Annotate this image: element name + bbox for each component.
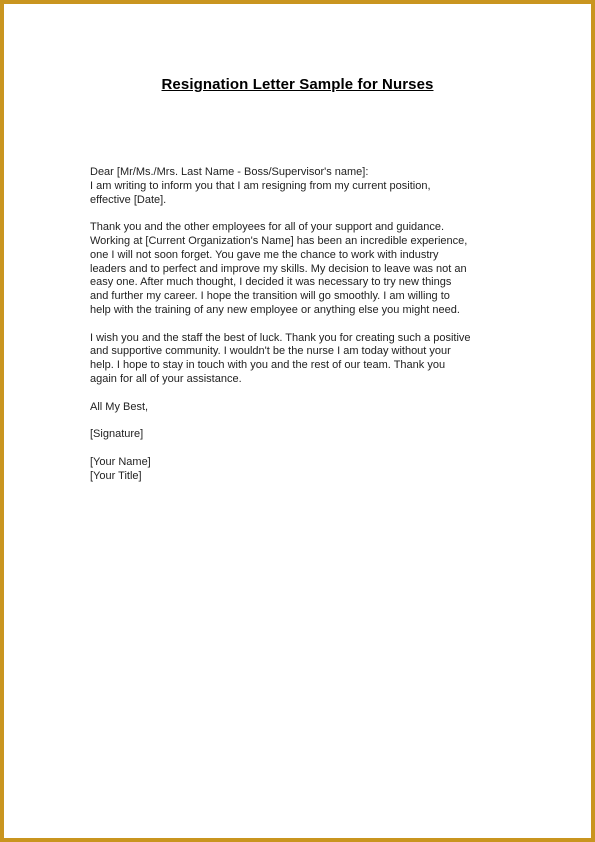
intro-line: effective [Date].: [90, 193, 167, 206]
document-page: [4, 4, 591, 838]
paragraph-line: easy one. After much thought, I decided it was necessary to try new things: [90, 276, 452, 289]
paragraph-line: Working at [Current Organization's Name] has been an incredible experience,: [90, 234, 468, 247]
salutation-paragraph: [90, 166, 530, 207]
sender-name-placeholder: [Your Name]: [90, 455, 151, 468]
paragraph-line: leaders and to perfect and improve my skills. My decision to leave was not an: [90, 262, 467, 275]
wishes-paragraph: [90, 332, 530, 387]
paragraph-line: one I will not soon forget. You gave me the chance to work with industry: [90, 248, 439, 261]
paragraph-line: help. I hope to stay in touch with you and the rest of our team. Thank you: [90, 359, 446, 372]
signature-placeholder: [Signature]: [90, 428, 144, 441]
intro-line: I am writing to inform you that I am resigning from my current position,: [90, 179, 431, 192]
paragraph-line: and further my career. I hope the transition will go smoothly. I am willing to: [90, 290, 450, 303]
letter-body: [90, 166, 530, 483]
paragraph-line: and supportive community. I wouldn't be the nurse I am today without your: [90, 345, 451, 358]
closing-line: All My Best,: [90, 400, 149, 413]
sender-block: [90, 456, 530, 484]
thanks-paragraph: [90, 221, 530, 318]
paragraph-line: Thank you and the other employees for all of your support and guidance.: [90, 221, 445, 234]
signature-paragraph: [90, 428, 530, 442]
closing-paragraph: [90, 401, 530, 415]
salutation-line: Dear [Mr/Ms./Mrs. Last Name - Boss/Supervisor's name]:: [90, 166, 369, 178]
sender-title-placeholder: [Your Title]: [90, 469, 142, 482]
paragraph-line: I wish you and the staff the best of luck. Thank you for creating such a positive: [90, 331, 471, 344]
paragraph-line: help with the training of any new employee or anything else you might need.: [90, 303, 460, 316]
paragraph-line: again for all of your assistance.: [90, 372, 242, 385]
document-title: Resignation Letter Sample for Nurses: [161, 76, 434, 93]
